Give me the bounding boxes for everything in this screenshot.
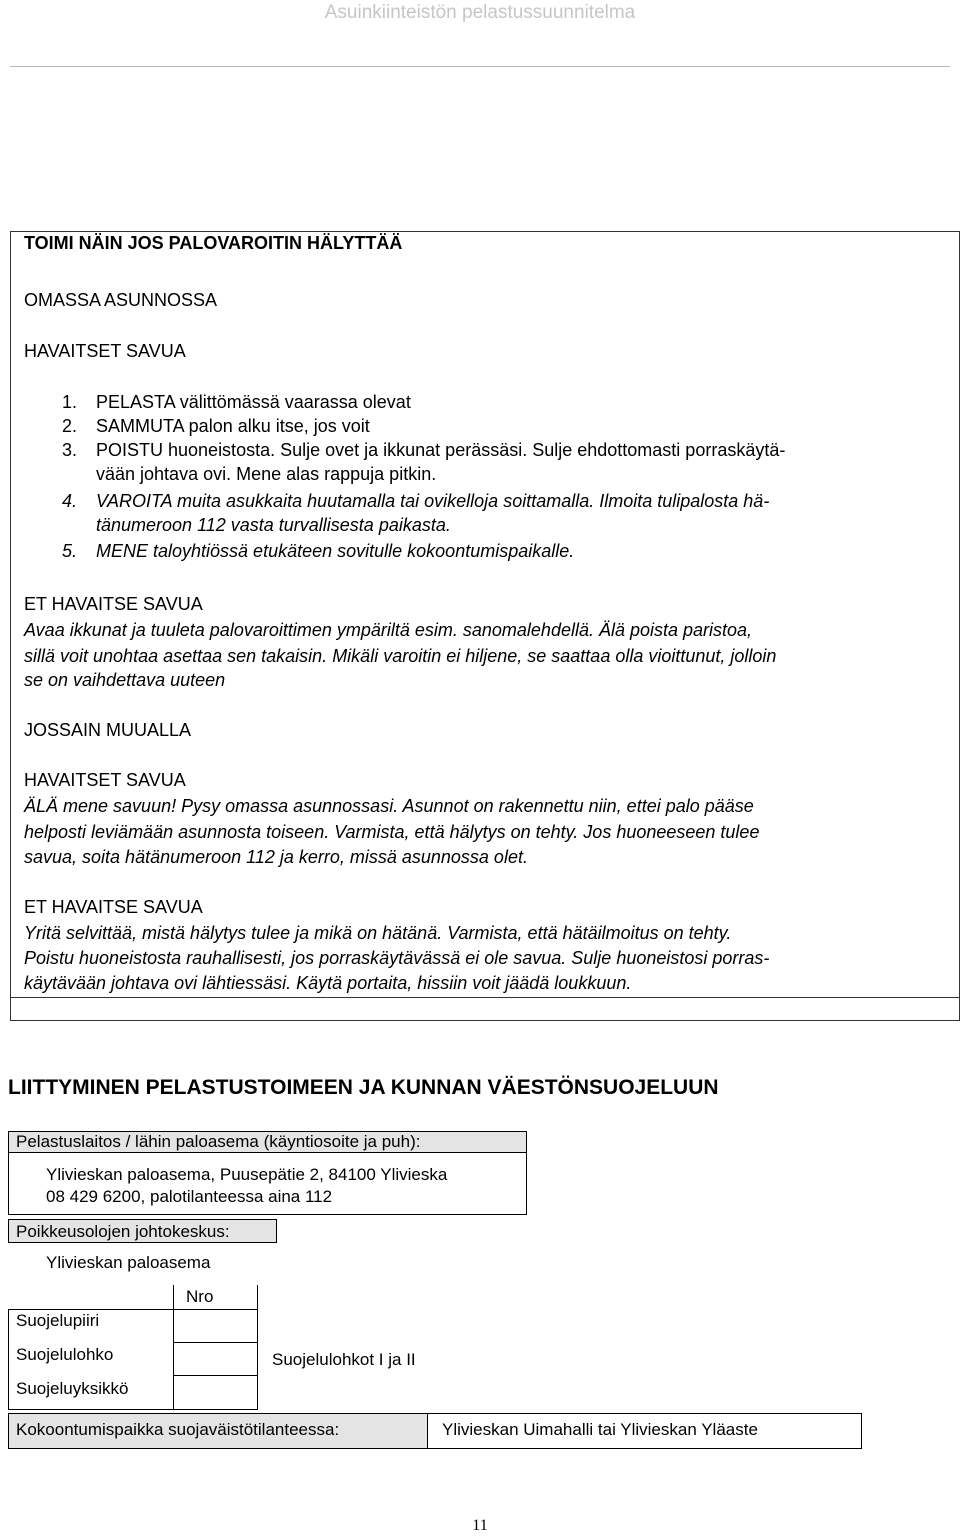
assembly-label: Kokoontumispaikka suojaväistötilanteessa: [16,1420,340,1439]
step-text: POISTU huoneistosta. Sulje ovet ja ikkunat perässäsi. Sulje ehdottomasti porraskäytä- [96,440,786,460]
command-value: Ylivieskan paloasema [46,1253,211,1272]
own-no-smoke-text: sillä voit unohtaa asettaa sen takaisin. Mikäli varoitin ei hiljene, se saattaa olla vioittunut, jolloin [24,646,777,666]
step-text: MENE taloyhtiössä etukäteen sovitulle kokoontumispaikalle. [96,541,575,561]
rescue-label: Pelastuslaitos / lähin paloasema (käyntiosoite ja puh): [16,1132,421,1151]
step-number: 1. [62,392,78,412]
unit-label: Suojeluyksikkö [16,1379,129,1398]
section-value: Suojelulohkot I ja II [272,1350,416,1369]
step-text: tänumeroon 112 vasta turvallisesta paikasta. [96,515,451,535]
section1-title: TOIMI NÄIN JOS PALOVAROITIN HÄLYTTÄÄ [24,233,403,253]
own-no-smoke-text: se on vaihdettava uuteen [24,670,226,690]
elsewhere-smoke-text: savua, soita hätänumeroon 112 ja kerro, missä asunnossa olet. [24,847,528,867]
elsewhere-no-smoke-text: Poistu huoneistosta rauhallisesti, jos porraskäytävässä ei ole savua. Sulje huoneistosi porras- [24,948,770,968]
step-number: 3. [62,440,78,460]
step-number: 2. [62,416,78,436]
elsewhere-smoke-heading: HAVAITSET SAVUA [24,770,186,790]
document-header-title: Asuinkiinteistön pelastussuunnitelma [324,2,636,23]
nro-label: Nro [186,1287,214,1306]
section-label: Suojelulohko [16,1345,114,1364]
own-no-smoke-text: Avaa ikkunat ja tuuleta palovaroittimen ympäriltä esim. sanomalehdellä. Älä poista paristoa, [24,620,753,640]
rescue-phone: 08 429 6200, palotilanteessa aina 112 [46,1187,333,1206]
step-text: VAROITA muita asukkaita huutamalla tai ovikelloja soittamalla. Ilmoita tulipalosta hä- [96,491,770,511]
header-divider [10,66,950,67]
elsewhere-no-smoke-heading: ET HAVAITSE SAVUA [24,897,203,917]
box-bottom-divider [11,997,959,998]
step-text: SAMMUTA palon alku itse, jos voit [96,416,370,436]
step-number: 4. [62,491,78,511]
elsewhere-no-smoke-text: Yritä selvittää, mistä hälytys tulee ja mikä on hätänä. Varmista, että hätäilmoitus on tehty. [24,923,732,943]
own-apartment-heading: OMASSA ASUNNOSSA [24,290,218,310]
elsewhere-no-smoke-text: käytävään johtava ovi lähtiessäsi. Käytä portaita, hissiin voit jäädä loukkuun. [24,973,632,993]
step-text: PELASTA välittömässä vaarassa olevat [96,392,411,412]
section2-title: LIITTYMINEN PELASTUSTOIMEEN JA KUNNAN VÄESTÖNSUOJELUUN [8,1076,719,1099]
elsewhere-heading: JOSSAIN MUUALLA [24,720,192,740]
district-label: Suojelupiiri [16,1311,100,1330]
own-no-smoke-heading: ET HAVAITSE SAVUA [24,594,203,614]
command-label: Poikkeusolojen johtokeskus: [16,1222,230,1241]
elsewhere-smoke-text: helposti leviämään asunnosta toiseen. Varmista, että hälytys on tehty. Jos huoneeseen tulee [24,822,760,842]
assembly-value: Ylivieskan Uimahalli tai Ylivieskan Yläaste [442,1420,758,1439]
step-text: vään johtava ovi. Mene alas rappuja pitkin. [96,464,437,484]
elsewhere-smoke-text: ÄLÄ mene savuun! Pysy omassa asunnossasi. Asunnot on rakennettu niin, ettei palo pääse [24,796,754,816]
own-smoke-heading: HAVAITSET SAVUA [24,341,186,361]
rescue-value: Ylivieskan paloasema, Puusepätie 2, 84100 Ylivieska [46,1165,448,1184]
page-number: 11 [472,1517,488,1534]
step-number: 5. [62,541,78,561]
